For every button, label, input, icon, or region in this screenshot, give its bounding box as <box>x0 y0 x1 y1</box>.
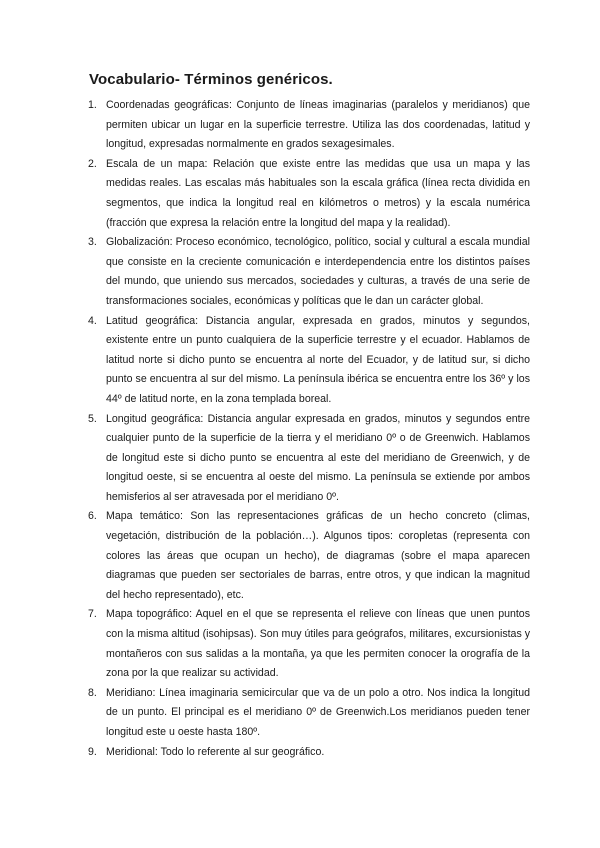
item-text: Latitud geográfica: Distancia angular, expresada en grados, minutos y segundos, existente entre un punto cualquiera de la superficie terrestre y el ecuador. Hablamos de latitud norte si dicho punto se encuentra al norte del Ecuador, y de latitud sur, si dicho punto se encuentra al sur del mismo. La península ibérica se encuentra entre los 36º y los 44º de latitud norte, en la zona templada boreal. <box>106 314 530 405</box>
list-item <box>88 605 530 683</box>
item-text: Mapa temático: Son las representaciones gráficas de un hecho concreto (climas, vegetación, distribución de la población…). Algunos tipos: coropletas (representa con colores las áreas que ocupan un hecho), de diagramas (sobre el mapa aparecen diagramas que pueden ser sectoriales de barras, entre otros, y que indican la magnitud del hecho representado), etc. <box>106 510 530 601</box>
item-number: 7. <box>88 608 97 621</box>
item-number: 3. <box>88 236 97 249</box>
list-item <box>88 155 530 233</box>
item-number: 2. <box>88 157 97 170</box>
item-number: 1. <box>88 99 97 111</box>
list-item <box>88 233 530 311</box>
list-item <box>88 410 530 508</box>
item-number: 9. <box>88 745 97 758</box>
item-text: Escala de un mapa: Relación que existe entre las medidas que usa un mapa y las medidas reales. Las escalas más habituales son la escala gráfica (línea recta dividida en segmentos, que indica la longitud real en kilómetros o metros) y la escala numérica (fracción que expresa la relación entre la longitud del mapa y la realidad). <box>106 157 530 229</box>
item-text: Coordenadas geográficas: Conjunto de líneas imaginarias (paralelos y meridianos) que permiten ubicar un lugar en la superficie terrestre. Utiliza las dos coordenadas, latitud y longitud, expresadas normalmente en grados sexagesimales. <box>106 99 530 151</box>
item-number: 4. <box>88 314 97 327</box>
item-text: Mapa topográfico: Aquel en el que se representa el relieve con líneas que unen puntos con la misma altitud (isohipsas). Son muy útiles para geógrafos, militares, excursionistas y montañeros con sus salidas a la montaña, ya que les permiten conocer la orografía de la zona por la que realizar su actividad. <box>106 608 530 680</box>
item-text: Longitud geográfica: Distancia angular expresada en grados, minutos y segundos entre cualquier punto de la superficie de la tierra y el meridiano 0º o de Greenwich. Hablamos de longitud este si dicho punto se encuentra al este del meridiano de Greenwich, y de longitud oeste, si se encuentra al oeste del mismo. La península se extiende por ambos hemisferios al ser atravesada por el meridiano 0º. <box>106 412 530 503</box>
item-text: Globalización: Proceso económico, tecnológico, político, social y cultural a escala mundial que consiste en la creciente comunicación e interdependencia entre los distintos países del mundo, que uniendo sus mercados, sociedades y culturas, a través de una serie de transformaciones sociales, económicas y políticas que le dan un carácter global. <box>106 236 530 307</box>
item-number: 6. <box>88 510 97 523</box>
list-item <box>88 312 530 410</box>
document-title: Vocabulario- Términos genéricos. <box>89 71 333 88</box>
item-text: Meridiano: Línea imaginaria semicircular que va de un polo a otro. Nos indica la longitud de un punto. El principal es el meridiano 0º de Greenwich.Los meridianos pueden tener longitud este u oeste hasta 180º. <box>106 686 530 738</box>
list-item <box>88 743 530 763</box>
list-item <box>88 507 530 605</box>
item-number: 5. <box>88 412 97 425</box>
list-item <box>88 96 530 155</box>
list-item <box>88 684 530 743</box>
item-text: Meridional: Todo lo referente al sur geográfico. <box>106 745 325 758</box>
terms-list <box>88 96 530 762</box>
item-number: 8. <box>88 686 97 699</box>
